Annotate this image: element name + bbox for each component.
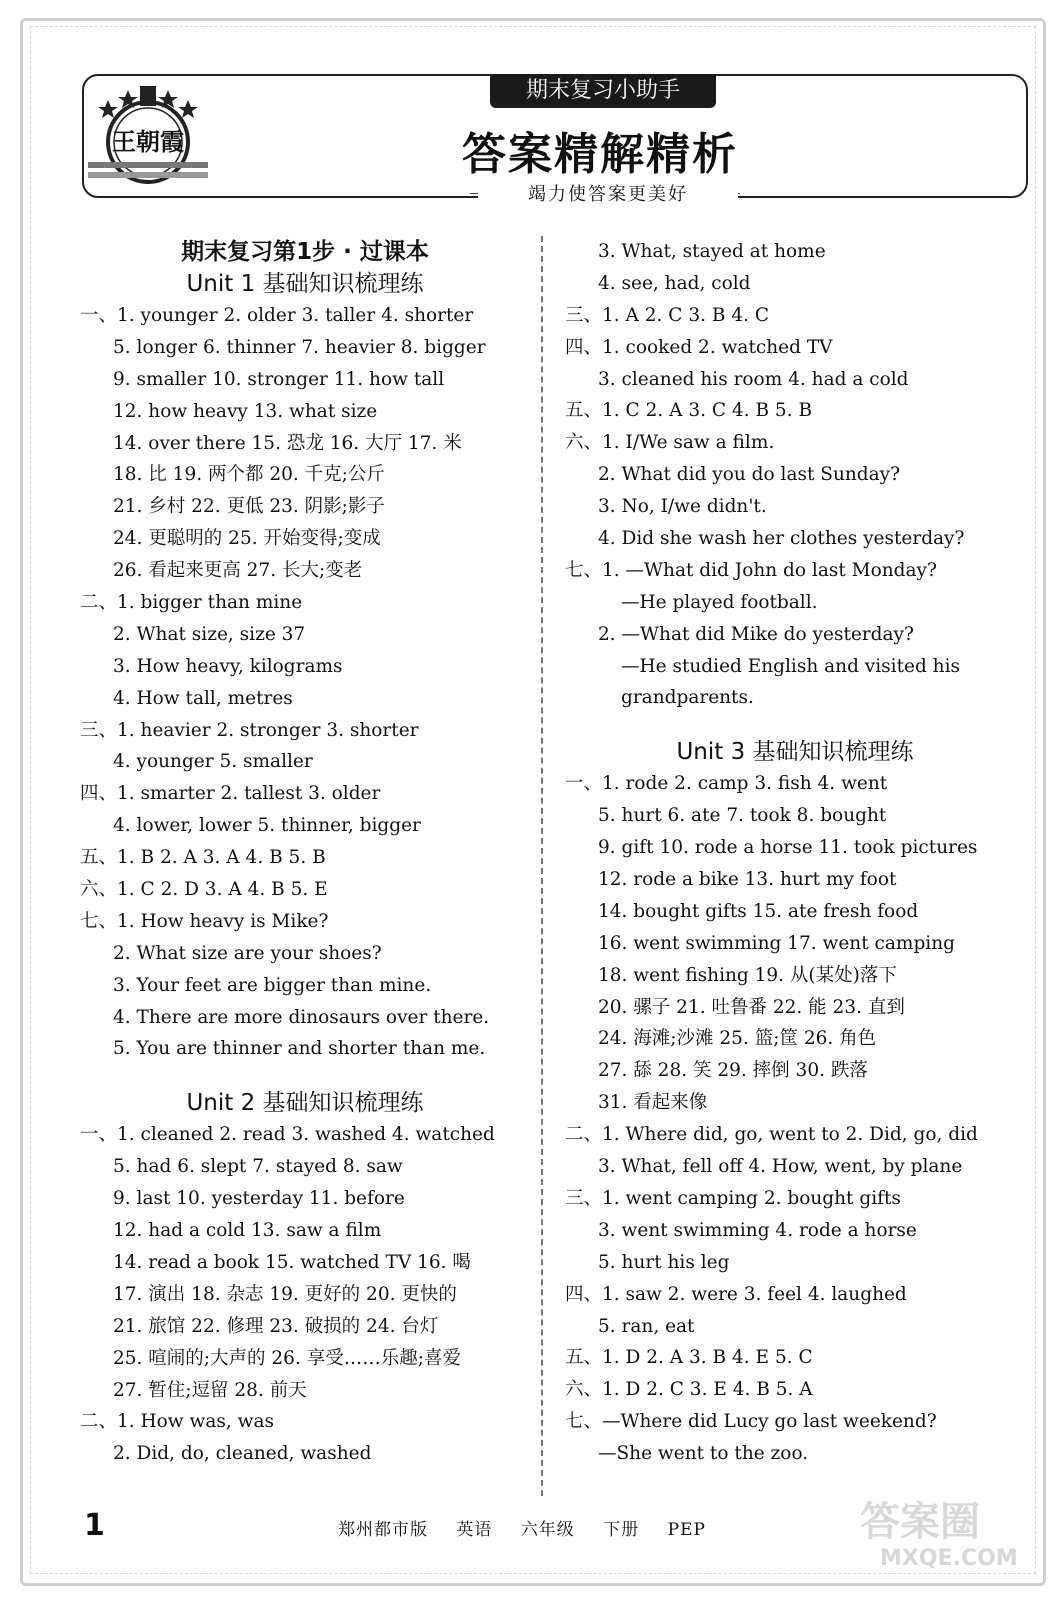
answer-line: grandparents. (621, 687, 754, 709)
answer-line: 9. gift 10. rode a horse 11. took pictures (598, 837, 978, 859)
footer-info (338, 1515, 728, 1540)
page-number: 1 (84, 1508, 105, 1543)
answer-line: 21. 旅馆 22. 修理 23. 破损的 24. 台灯 (113, 1315, 439, 1337)
answer-line: —He studied English and visited his (621, 655, 960, 677)
answer-line: 26. 看起来更高 27. 长大;变老 (113, 560, 363, 582)
answer-line: 25. 喧闹的;大声的 26. 享受……乐趣;喜爱 (113, 1347, 461, 1369)
answer-line: —He played football. (621, 591, 818, 613)
answer-line: 18. 比 19. 两个都 20. 千克;公斤 (113, 464, 385, 486)
answer-line: 12. how heavy 13. what size (113, 400, 378, 422)
spacer (80, 1065, 530, 1087)
left-column (80, 236, 530, 1470)
answer-line: 5. ran, eat (598, 1315, 695, 1337)
answer-line: —She went to the zoo. (598, 1443, 809, 1465)
watermark: 答案圈 (860, 1499, 980, 1545)
answer-line: 14. read a book 15. watched TV 16. 喝 (113, 1251, 471, 1273)
answer-line: 9. smaller 10. stronger 11. how tall (113, 368, 445, 390)
answer-line: 5. hurt 6. ate 7. took 8. bought (598, 805, 887, 827)
answer-line: 2. Did, do, cleaned, washed (113, 1443, 372, 1465)
answer-line: 4. There are more dinosaurs over there. (113, 1006, 490, 1028)
answer-line: 3. What, fell off 4. How, went, by plane (598, 1156, 963, 1178)
answer-line: 二、1. Where did, go, went to 2. Did, go, did (565, 1124, 978, 1146)
answer-line: 4. lower, lower 5. thinner, bigger (113, 815, 421, 837)
answer-line: 17. 演出 18. 杂志 19. 更好的 20. 更快的 (113, 1283, 457, 1305)
answer-line: 4. younger 5. smaller (113, 751, 313, 773)
answer-line: 3. Your feet are bigger than mine. (113, 974, 432, 996)
answer-line: 5. You are thinner and shorter than me. (113, 1038, 486, 1060)
answer-line: 5. hurt his leg (598, 1251, 730, 1273)
answer-line: 2. What size, size 37 (113, 623, 306, 645)
header-tab: 期末复习小助手 (490, 74, 716, 108)
answer-line: 一、1. younger 2. older 3. taller 4. shorter (80, 305, 474, 326)
footer-term: 下册 (603, 1520, 640, 1540)
answer-line: 五、1. D 2. A 3. B 4. E 5. C (565, 1347, 813, 1369)
footer-subject: 英语 (456, 1520, 493, 1540)
answer-line: 2. What did you do last Sunday? (598, 464, 901, 486)
answer-line: 21. 乡村 22. 更低 23. 阴影;影子 (113, 496, 385, 518)
answer-line: 五、1. B 2. A 3. A 4. B 5. B (80, 847, 326, 869)
page-title: 答案精解精析 (462, 129, 738, 180)
answer-line: 5. longer 6. thinner 7. heavier 8. bigger (113, 336, 486, 358)
answer-line: 二、1. bigger than mine (80, 592, 303, 614)
answer-line: 3. went swimming 4. rode a horse (598, 1219, 917, 1241)
answer-line: 一、1. rode 2. camp 3. fish 4. went (565, 773, 888, 795)
answer-line: 七、—Where did Lucy go last weekend? (565, 1411, 937, 1433)
footer-city: 郑州都市版 (338, 1520, 428, 1540)
answer-line: 三、1. A 2. C 3. B 4. C (565, 304, 770, 326)
answer-line: 9. last 10. yesterday 11. before (113, 1188, 405, 1210)
answer-line: 4. How tall, metres (113, 687, 293, 709)
answer-line: 六、1. D 2. C 3. E 4. B 5. A (565, 1379, 813, 1401)
answer-line: 三、1. went camping 2. bought gifts (565, 1187, 901, 1209)
answer-line: 31. 看起来像 (598, 1092, 708, 1114)
answer-line: 四、1. saw 2. were 3. feel 4. laughed (565, 1283, 907, 1305)
answer-line: 3. No, I/we didn't. (598, 496, 767, 518)
answer-line: 4. Did she wash her clothes yesterday? (598, 528, 965, 550)
answer-line: 2. —What did Mike do yesterday? (598, 623, 914, 645)
answer-line: 24. 更聪明的 25. 开始变得;变成 (113, 528, 381, 550)
answer-line: 12. rode a bike 13. hurt my foot (598, 869, 897, 891)
footer-edition: PEP (667, 1520, 706, 1540)
answer-line: 四、1. cooked 2. watched TV (565, 336, 833, 358)
footer-grade: 六年级 (520, 1520, 575, 1540)
section-title: 期末复习第1步 · 过课本 (181, 239, 429, 265)
answer-line: 4. see, had, cold (598, 272, 751, 294)
svg-text:王朝霞: 王朝霞 (112, 127, 184, 156)
answer-line: 24. 海滩;沙滩 25. 篮;筐 26. 角色 (598, 1028, 877, 1050)
answer-line: 18. went fishing 19. 从(某处)落下 (598, 964, 897, 986)
answer-line: 二、1. How was, was (80, 1411, 274, 1433)
tagline: 竭力使答案更美好 (478, 180, 738, 206)
answer-line: 七、1. How heavy is Mike? (80, 910, 329, 932)
answer-line: 14. over there 15. 恐龙 16. 大厅 17. 米 (113, 432, 462, 454)
right-column (565, 236, 1025, 1470)
answer-line: 六、1. C 2. D 3. A 4. B 5. E (80, 879, 328, 901)
answer-line: 12. had a cold 13. saw a film (113, 1220, 382, 1242)
spacer (565, 714, 1025, 736)
answer-line: 3. How heavy, kilograms (113, 655, 343, 677)
answer-line: 七、1. —What did John do last Monday? (565, 559, 937, 581)
answer-line: 27. 暂住;逗留 28. 前天 (113, 1379, 307, 1401)
watermark-url: MXQE.COM (880, 1546, 1018, 1571)
answer-line: 20. 骡子 21. 吐鲁番 22. 能 23. 直到 (598, 996, 905, 1018)
answer-line: 六、1. I/We saw a film. (565, 432, 775, 454)
answer-line: 3. cleaned his room 4. had a cold (598, 368, 909, 390)
answer-line: 三、1. heavier 2. stronger 3. shorter (80, 719, 419, 741)
answer-line: 3. What, stayed at home (598, 241, 826, 262)
unit-heading: Unit 3 基础知识梳理练 (676, 739, 914, 766)
answer-line: 16. went swimming 17. went camping (598, 932, 955, 954)
answer-line: 四、1. smarter 2. tallest 3. older (80, 783, 381, 805)
answer-line: 五、1. C 2. A 3. C 4. B 5. B (565, 400, 813, 422)
answer-line: 2. What size are your shoes? (113, 942, 382, 964)
answer-line: 14. bought gifts 15. ate fresh food (598, 900, 919, 922)
answer-line: 27. 舔 28. 笑 29. 摔倒 30. 跌落 (598, 1060, 868, 1082)
unit-heading: Unit 2 基础知识梳理练 (186, 1090, 424, 1117)
unit-heading: Unit 1 基础知识梳理练 (186, 271, 424, 297)
answer-line: 5. had 6. slept 7. stayed 8. saw (113, 1156, 403, 1178)
answer-line: 一、1. cleaned 2. read 3. washed 4. watched (80, 1124, 495, 1146)
column-divider (541, 236, 543, 1496)
